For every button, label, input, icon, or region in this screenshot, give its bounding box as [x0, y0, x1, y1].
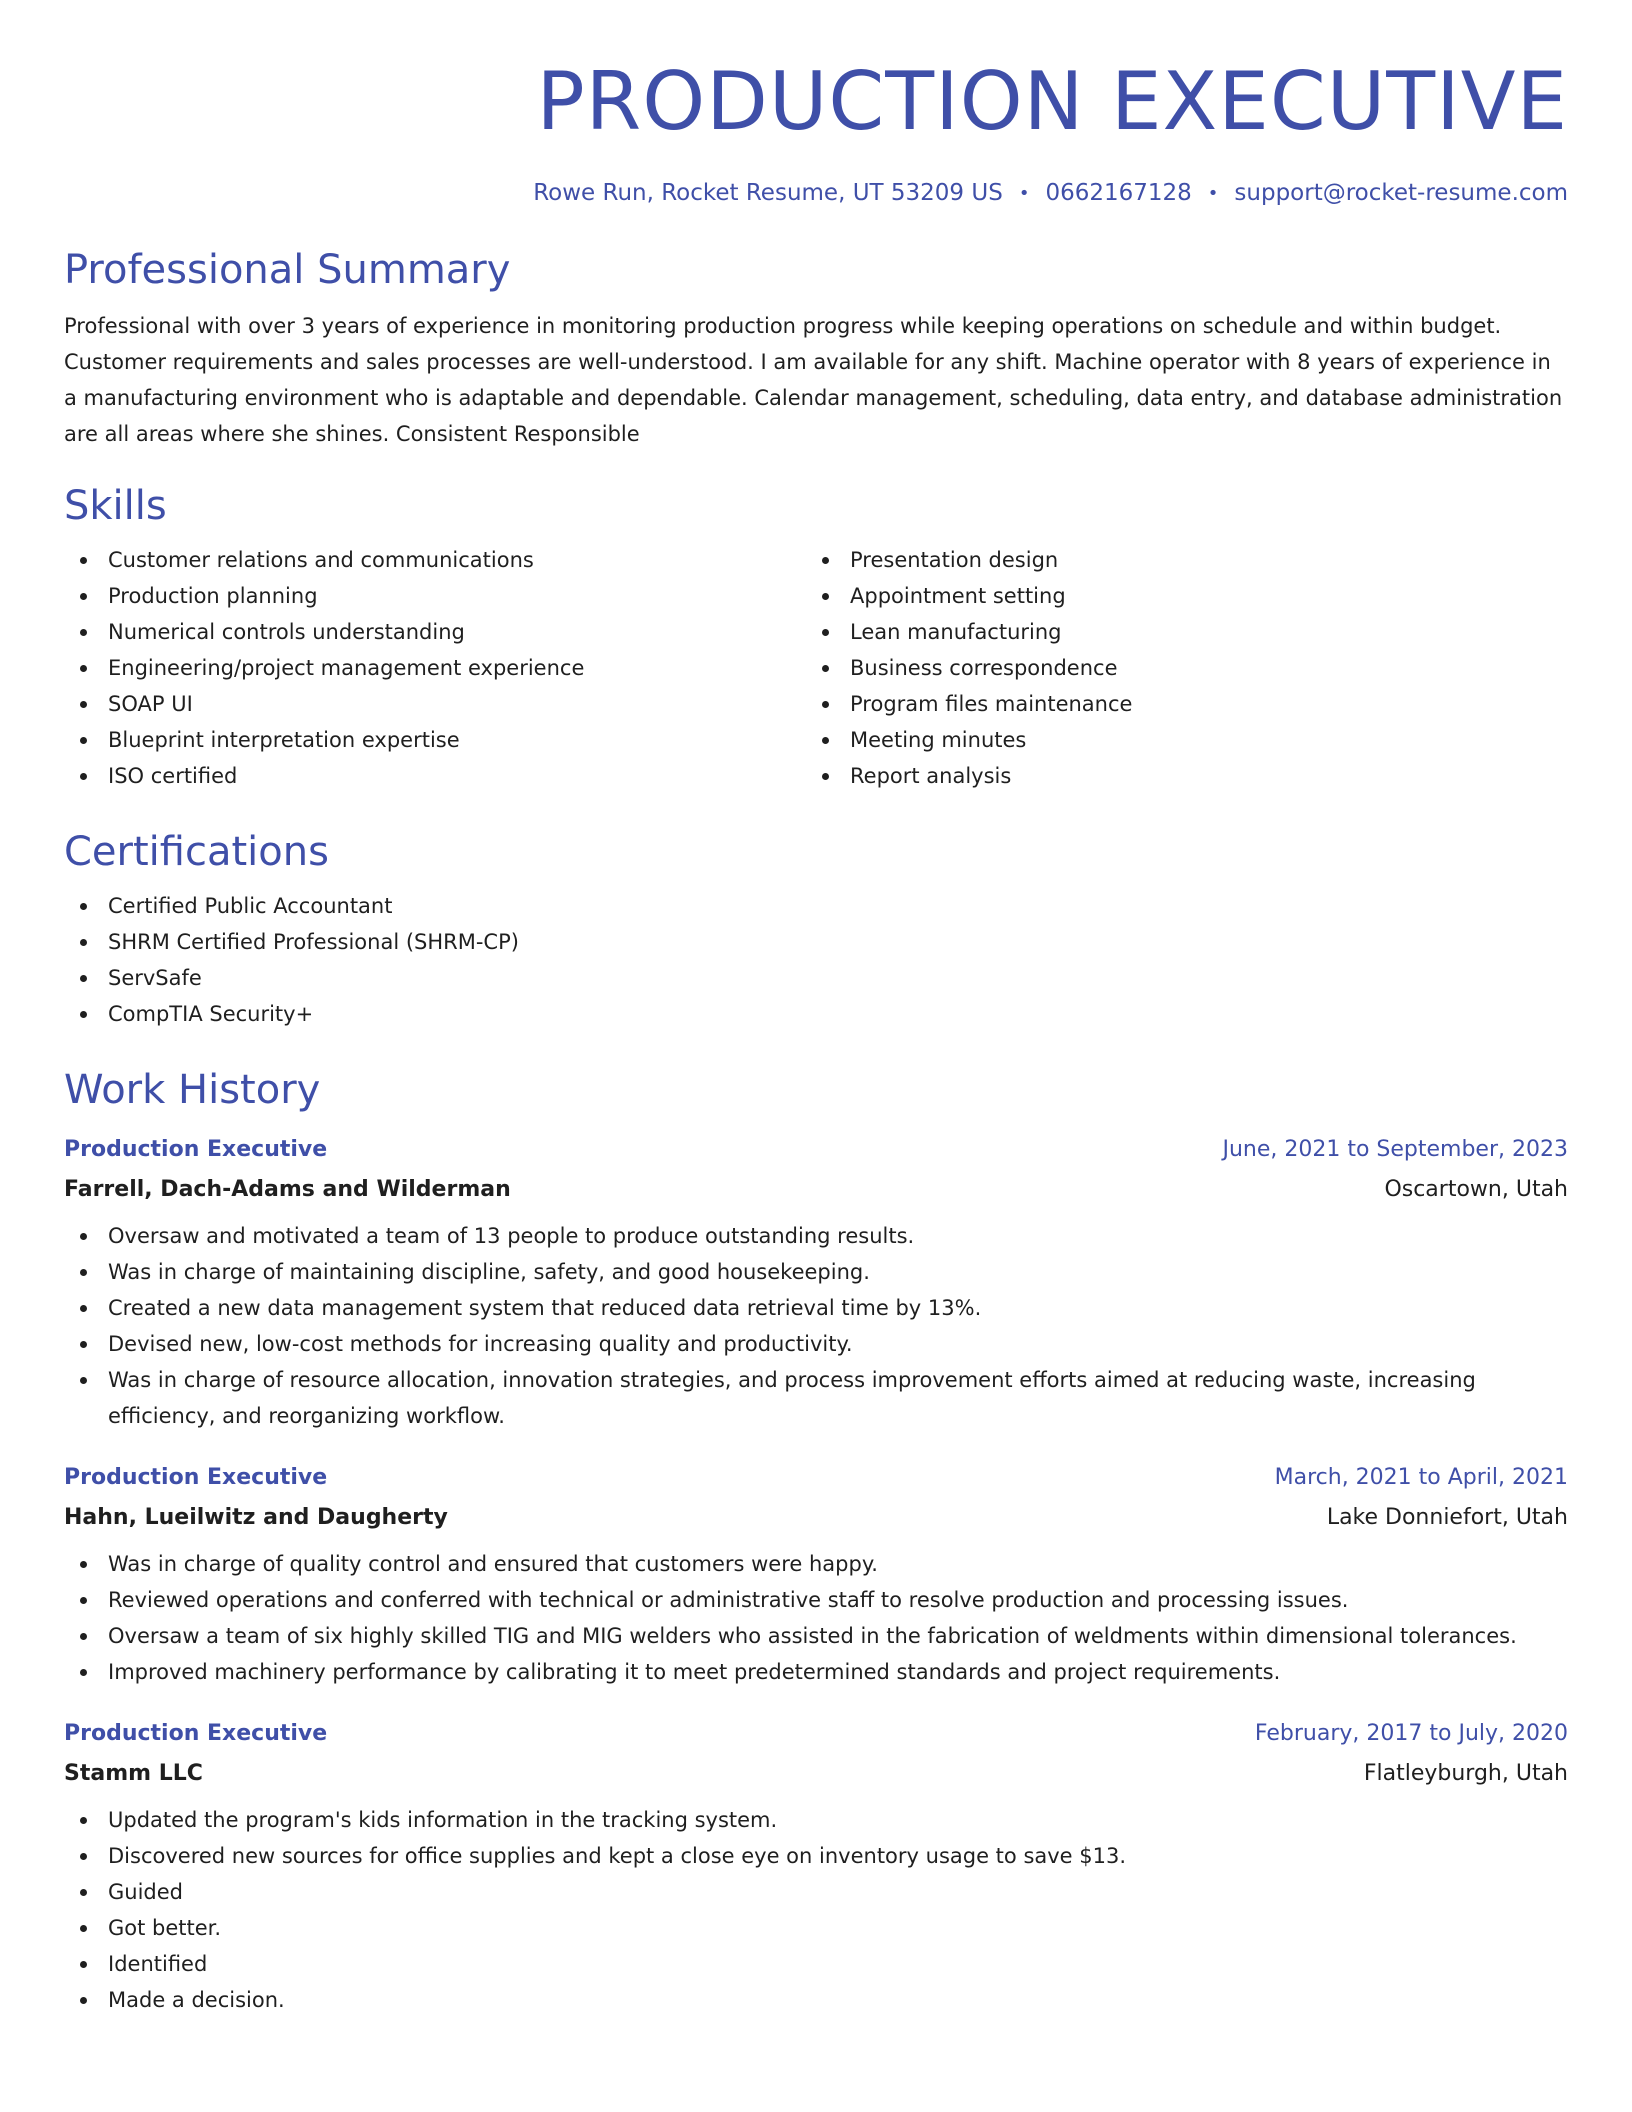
- job-bullets: [64, 1802, 1568, 2018]
- job-entry: [64, 1458, 1568, 1690]
- certification-item: ServSafe: [64, 960, 1568, 996]
- skill-item: SOAP UI: [64, 686, 806, 722]
- job-bullet: Devised new, low-cost methods for increasing quality and productivity.: [64, 1326, 1568, 1362]
- job-bullet: Identified: [64, 1946, 1568, 1982]
- job-bullet: Oversaw a team of six highly skilled TIG and MIG welders who assisted in the fabrication of weldments within dimensional tolerances.: [64, 1618, 1568, 1654]
- job-entry: [64, 1130, 1568, 1434]
- job-bullet: Created a new data management system that reduced data retrieval time by 13%.: [64, 1290, 1568, 1326]
- job-bullet: Oversaw and motivated a team of 13 people to produce outstanding results.: [64, 1218, 1568, 1254]
- certifications-section: [64, 826, 1568, 1032]
- contact-separator: •: [1018, 182, 1030, 204]
- skills-title: Skills: [64, 483, 167, 529]
- summary-title: Professional Summary: [64, 247, 511, 293]
- job-location: Lake Donniefort, Utah: [1326, 1505, 1568, 1530]
- skills-grid: [64, 542, 1568, 794]
- job-dates: March, 2021 to April, 2021: [1274, 1465, 1568, 1490]
- job-location: Flatleyburgh, Utah: [1363, 1761, 1568, 1786]
- job-bullet: Discovered new sources for office supplies and kept a close eye on inventory usage to save $13.: [64, 1838, 1568, 1874]
- work-history-section: [64, 1064, 1568, 2018]
- job-bullet: Reviewed operations and conferred with technical or administrative staff to resolve production and processing issues.: [64, 1582, 1568, 1618]
- job-title: Production Executive: [64, 1137, 328, 1162]
- job-header: [64, 1458, 1568, 1498]
- job-location: Oscartown, Utah: [1384, 1177, 1568, 1202]
- job-dates: February, 2017 to July, 2020: [1254, 1721, 1568, 1746]
- job-subheader: [64, 1498, 1568, 1538]
- skills-section: [64, 480, 1568, 794]
- skill-item: Program files maintenance: [806, 686, 1548, 722]
- contact-address: Rowe Run, Rocket Resume, UT 53209 US: [533, 180, 1003, 206]
- job-bullet: Was in charge of maintaining discipline, safety, and good housekeeping.: [64, 1254, 1568, 1290]
- job-bullet: Was in charge of resource allocation, innovation strategies, and process improvement efforts aimed at reducing waste, increasing efficiency, and reorganizing workflow.: [64, 1362, 1568, 1434]
- skill-item: ISO certified: [64, 758, 806, 794]
- job-bullet: Got better.: [64, 1910, 1568, 1946]
- job-title: Production Executive: [64, 1465, 328, 1490]
- skill-item: Presentation design: [806, 542, 1548, 578]
- skill-item: Lean manufacturing: [806, 614, 1548, 650]
- skills-list-left: [64, 542, 806, 794]
- summary-section: [64, 244, 1568, 452]
- skill-item: Business correspondence: [806, 650, 1548, 686]
- contact-line: [64, 180, 1568, 206]
- resume-name-heading: PRODUCTION EXECUTIVE: [536, 55, 1568, 148]
- skill-item: Appointment setting: [806, 578, 1548, 614]
- certification-item: Certified Public Accountant: [64, 888, 1568, 924]
- skills-list-right: [806, 542, 1548, 794]
- certification-item: CompTIA Security+: [64, 996, 1568, 1032]
- job-header: [64, 1130, 1568, 1170]
- job-company: Hahn, Lueilwitz and Daugherty: [64, 1505, 448, 1530]
- job-bullet: Made a decision.: [64, 1982, 1568, 2018]
- job-bullet: Improved machinery performance by calibrating it to meet predetermined standards and project requirements.: [64, 1654, 1568, 1690]
- skill-item: Report analysis: [806, 758, 1548, 794]
- contact-phone: 0662167128: [1045, 180, 1192, 206]
- job-title: Production Executive: [64, 1721, 328, 1746]
- job-bullet: Updated the program's kids information in the tracking system.: [64, 1802, 1568, 1838]
- job-subheader: [64, 1754, 1568, 1794]
- job-dates: June, 2021 to September, 2023: [1222, 1137, 1568, 1162]
- contact-separator: •: [1207, 182, 1219, 204]
- job-bullets: [64, 1546, 1568, 1690]
- job-subheader: [64, 1170, 1568, 1210]
- certification-item: SHRM Certified Professional (SHRM-CP): [64, 924, 1568, 960]
- job-entry: [64, 1714, 1568, 2018]
- contact-email: support@rocket-resume.com: [1234, 180, 1568, 206]
- skill-item: Engineering/project management experience: [64, 650, 806, 686]
- certifications-title: Certifications: [64, 829, 329, 875]
- work-history-title: Work History: [64, 1067, 321, 1113]
- skill-item: Numerical controls understanding: [64, 614, 806, 650]
- job-bullet: Guided: [64, 1874, 1568, 1910]
- skill-item: Blueprint interpretation expertise: [64, 722, 806, 758]
- certifications-list: [64, 888, 1568, 1032]
- skill-item: Meeting minutes: [806, 722, 1548, 758]
- summary-text: Professional with over 3 years of experience in monitoring production progress while keeping operations on schedule and within budget. Customer requirements and sales processes are well-understood. I am available for any shift. Machine operator with 8 years of experience in a manufacturing environment who is adaptable and dependable. Calendar management, scheduling, data entry, and database administration are all areas where she shines. Consistent Responsible: [64, 314, 1563, 446]
- job-company: Farrell, Dach-Adams and Wilderman: [64, 1177, 511, 1202]
- job-header: [64, 1714, 1568, 1754]
- skill-item: Customer relations and communications: [64, 542, 806, 578]
- skill-item: Production planning: [64, 578, 806, 614]
- job-company: Stamm LLC: [64, 1761, 203, 1786]
- job-bullet: Was in charge of quality control and ensured that customers were happy.: [64, 1546, 1568, 1582]
- job-bullets: [64, 1218, 1568, 1434]
